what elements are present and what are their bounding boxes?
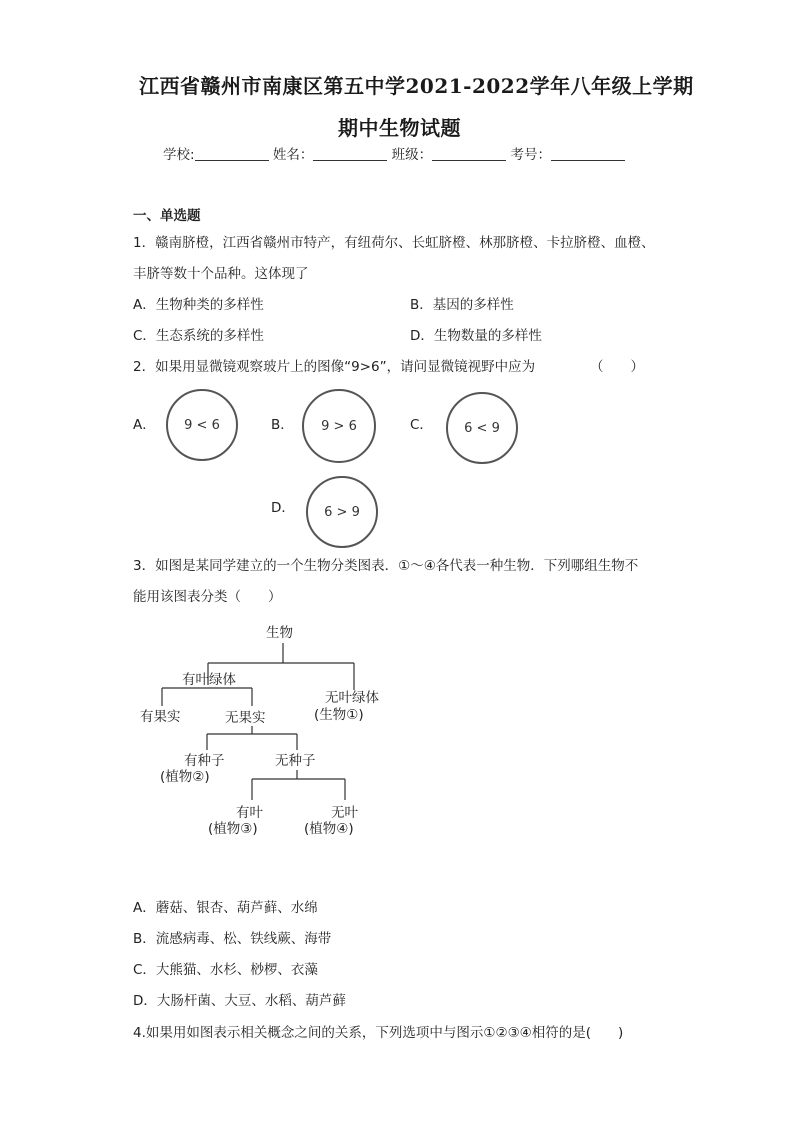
q2-option-a-label[interactable]: A． xyxy=(133,417,156,433)
q2-option-d-label[interactable]: D． xyxy=(271,500,295,516)
q1-option-c[interactable]: C．生态系统的多样性 xyxy=(133,328,264,344)
q1-option-a[interactable]: A．生物种类的多样性 xyxy=(133,297,264,313)
q2-option-d-text: 6 > 9 xyxy=(324,504,360,520)
name-label: 姓名： xyxy=(272,147,314,163)
q3-option-a[interactable]: A．蘑菇、银杏、葫芦藓、水绵 xyxy=(133,900,318,916)
tree-no-chlorophyll: 无叶绿体 xyxy=(325,690,379,706)
tree-has-seed: 有种子 xyxy=(184,753,225,769)
tree-plant-4: (植物④) xyxy=(304,821,354,837)
tree-plant-2: (植物②) xyxy=(160,769,210,785)
tree-has-chlorophyll: 有叶绿体 xyxy=(182,672,236,688)
q2-option-b-label[interactable]: B． xyxy=(271,417,294,433)
q2-option-c-label[interactable]: C． xyxy=(410,417,433,433)
q1-stem-line2: 丰脐等数十个品种。这体现了 xyxy=(133,266,309,282)
q1-option-d[interactable]: D．生物数量的多样性 xyxy=(410,328,542,344)
tree-no-leaf: 无叶 xyxy=(331,805,358,821)
q3-stem-line2: 能用该图表分类（ ） xyxy=(133,589,282,605)
q2-option-a-text: 9 < 6 xyxy=(184,417,220,433)
q3-option-c[interactable]: C．大熊猫、水杉、桫椤、衣藻 xyxy=(133,962,318,978)
tree-has-leaf: 有叶 xyxy=(236,805,263,821)
school-label: 学校: xyxy=(163,147,195,163)
q1-option-b[interactable]: B．基因的多样性 xyxy=(410,297,514,313)
tree-no-fruit: 无果实 xyxy=(225,710,266,726)
title-line-1: 江西省赣州市南康区第五中学2021-2022学年八年级上学期 xyxy=(139,74,694,98)
title-line-2: 期中生物试题 xyxy=(338,116,461,140)
tree-organism-1: (生物①) xyxy=(314,707,364,723)
q3-option-d[interactable]: D．大肠杆菌、大豆、水稻、葫芦藓 xyxy=(133,993,346,1009)
tree-no-seed: 无种子 xyxy=(275,753,316,769)
q4-stem: 4.如果用如图表示相关概念之间的关系，下列选项中与图示①②③④相符的是( ) xyxy=(133,1025,624,1041)
tree-has-fruit: 有果实 xyxy=(140,709,181,725)
tree-plant-3: (植物③) xyxy=(208,821,258,837)
q2-paren: （ ） xyxy=(590,359,644,375)
section-heading: 一、单选题 xyxy=(133,208,201,224)
q2-option-c-text: 6 < 9 xyxy=(464,420,500,436)
exam-no-label: 考号： xyxy=(510,147,551,163)
q3-stem-line1: 3．如图是某同学建立的一个生物分类图表．①～④各代表一种生物．下列哪组生物不 xyxy=(133,558,639,574)
class-label: 班级： xyxy=(391,147,433,163)
q1-stem-line1: 1．赣南脐橙，江西省赣州市特产，有纽荷尔、长虹脐橙、林那脐橙、卡拉脐橙、血橙、 xyxy=(133,235,655,251)
q2-option-b-text: 9 > 6 xyxy=(321,418,357,434)
tree-root: 生物 xyxy=(266,625,293,641)
q3-option-b[interactable]: B．流感病毒、松、铁线蕨、海带 xyxy=(133,931,332,947)
q2-stem: 2．如果用显微镜观察玻片上的图像“9>6”，请问显微镜视野中应为 xyxy=(133,359,536,375)
